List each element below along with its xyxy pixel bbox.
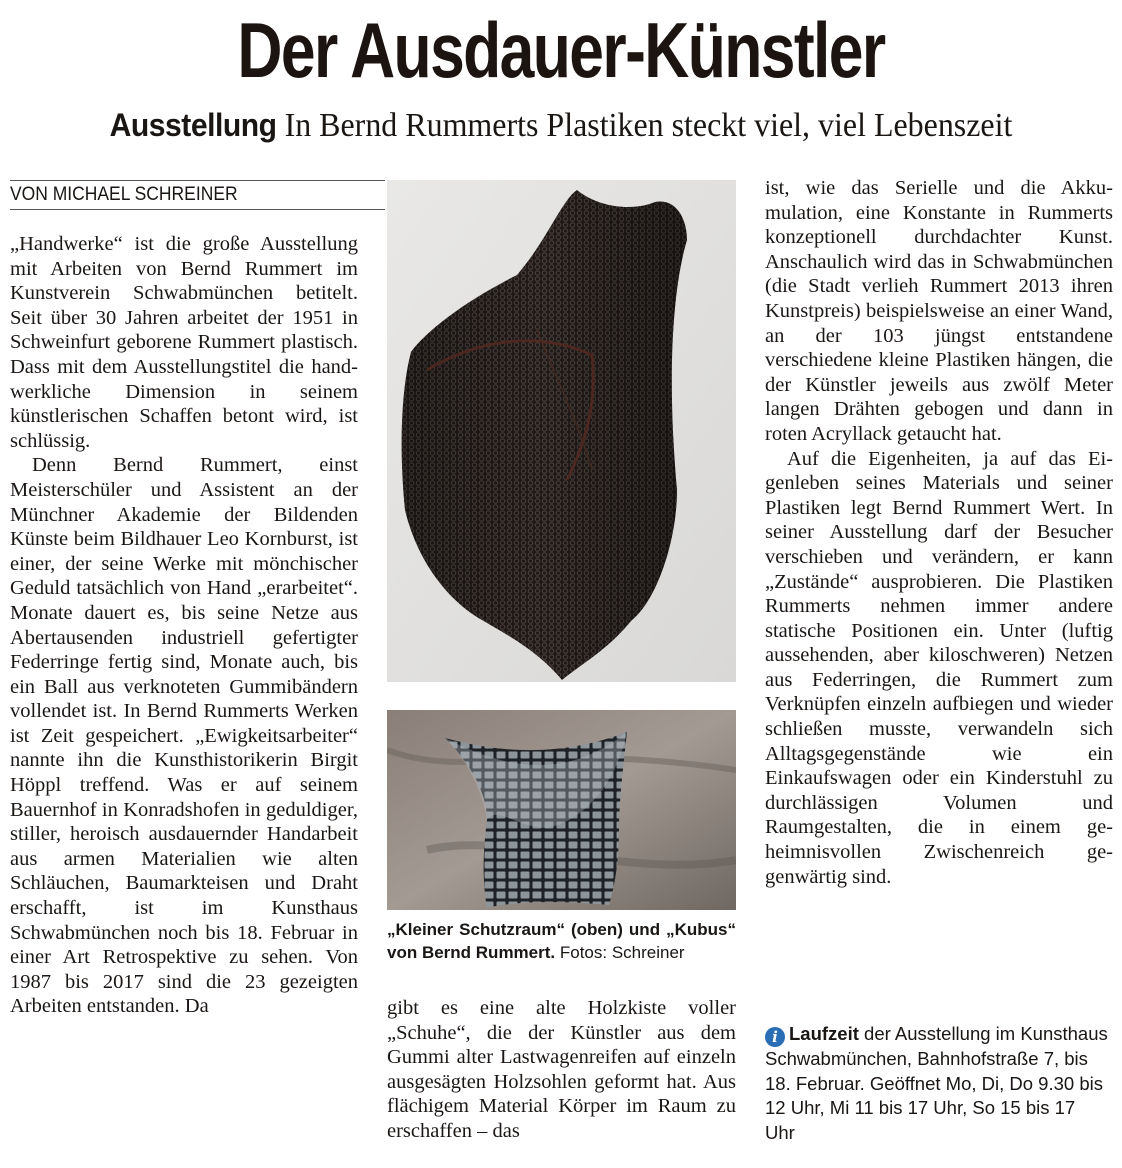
photo-kubus [387, 710, 736, 910]
paragraph: Denn Bernd Rummert, einst Meisterschüler und Assistent an der Münchner Akademie der Bildenden Künste beim Bildhauer Leo Kornburst, ist einer, der seine Werke mit mönchischer Geduld tatsächlich von Hand „erarbeitet“. Monate dauert es, bis seine Netze aus Abertausenden industriell gefertigter Federringe fertig sind, Monate auch, bis ein Ball aus verknoteten Gummibändern vollendet ist. In Bernd Rummerts Werken ist Zeit gespeichert. „Ewigkeitsarbeiter“ nannte ihn die Kunsthistorikerin Birgit Höppl treffend. Was er auf seinem Bauernhof in Konradshofen in geduldiger, stiller, heroisch ausdauernder Handarbeit aus armen Materialien wie alten Schläuchen, Baumarkteisen und Draht erschafft, ist im Kunsthaus Schwabmünchen noch bis 18. Februar in einer Art Retrospektive zu sehen. Von 1987 bis 2017 sind die 23 gezeigten Arbeiten entstanden. Da [10, 454, 358, 1018]
subline-text: In Bernd Rummerts Plastiken steckt viel, viel Lebenszeit [284, 107, 1013, 144]
subline-kicker: Ausstellung [109, 107, 277, 143]
paragraph: „Handwerke“ ist die große Ausstellung mit Arbeiten von Bernd Rummert im Kunstverein Schwabmünchen betitelt. Seit über 30 Jahren arbeitet der 1951 in Schweinfurt geborene Rummert plastisch. Dass mit dem Ausstellungstitel die handwerkliche Dimension in seinem künstlerischen Schaffen betont wird, ist schlüssig. [10, 233, 358, 452]
caption-text: „Kleiner Schutzraum“ (oben) und „Kubus“ von Bernd Rummert. [387, 920, 736, 962]
photo-caption [387, 918, 736, 964]
article-column-2 [387, 996, 736, 1144]
paragraph: Auf die Eigenheiten, ja auf das Eigenleben seines Materials und seiner Plastiken legt Bernd Rummert Wert. In seiner Ausstellung darf der Besucher verschieben und verändern, er kann „Zustände“ ausprobieren. Die Plastiken Rummerts nehmen immer andere statische Positionen ein. Unter (luftig aussehenden, aber kiloschweren) Netzen aus Federringen, die Rummert zum Verknüpfen einzeln aufbiegen und wieder schließen musste, verwandeln sich Alltagsgegenstände wie ein Einkaufswagen oder ein Kinderstuhl zu durchlässigen Volumen und Raumgestalten, die in einem geheimnisvollen Zwischenreich gegenwärtig sind. [765, 447, 1113, 888]
info-label: Laufzeit [789, 1023, 859, 1044]
photo-kleiner-schutzraum [387, 180, 736, 682]
caption-credit: Fotos: Schreiner [559, 943, 685, 962]
byline [10, 180, 385, 210]
subline [34, 104, 1089, 147]
info-box [765, 1022, 1110, 1145]
headline: Der Ausdauer-Künstler [237, 6, 885, 94]
article-column-3 [765, 176, 1113, 889]
byline-text: VON MICHAEL SCHREINER [10, 184, 238, 205]
paragraph: ist, wie das Serielle und die Akkumulation, eine Konstante in Rummerts konzeptionell durchdachter Kunst. Anschaulich wird das in Schwabmünchen (die Stadt verlieh Rummert 2013 ihren Kunstpreis) beispielsweise an einer Wand, an der 103 jüngst entstandene verschiedene kleine Plastiken hängen, die der Künstler jeweils aus zwölf Meter langen Drähten gebogen und dann in roten Acryllack getaucht hat. [765, 177, 1113, 445]
paragraph: gibt es eine alte Holzkiste voller „Schuhe“, die der Künstler aus dem Gummi alter Lastwagenreifen auf einzeln ausgesägten Holzsohlen geformt hat. Aus flächigem Material Körper im Raum zu erschaffen – das [387, 997, 736, 1142]
article-column-1 [10, 232, 358, 1019]
info-icon: i [765, 1027, 785, 1047]
info-text: der Ausstellung im Kunsthaus Schwabmünchen, Bahnhofstraße 7, bis 18. Februar. Geöffnet Mo, Di, Do 9.30 bis 12 Uhr, Mi 11 bis 17 Uhr, So 15 bis 17 Uhr [765, 1023, 1108, 1143]
